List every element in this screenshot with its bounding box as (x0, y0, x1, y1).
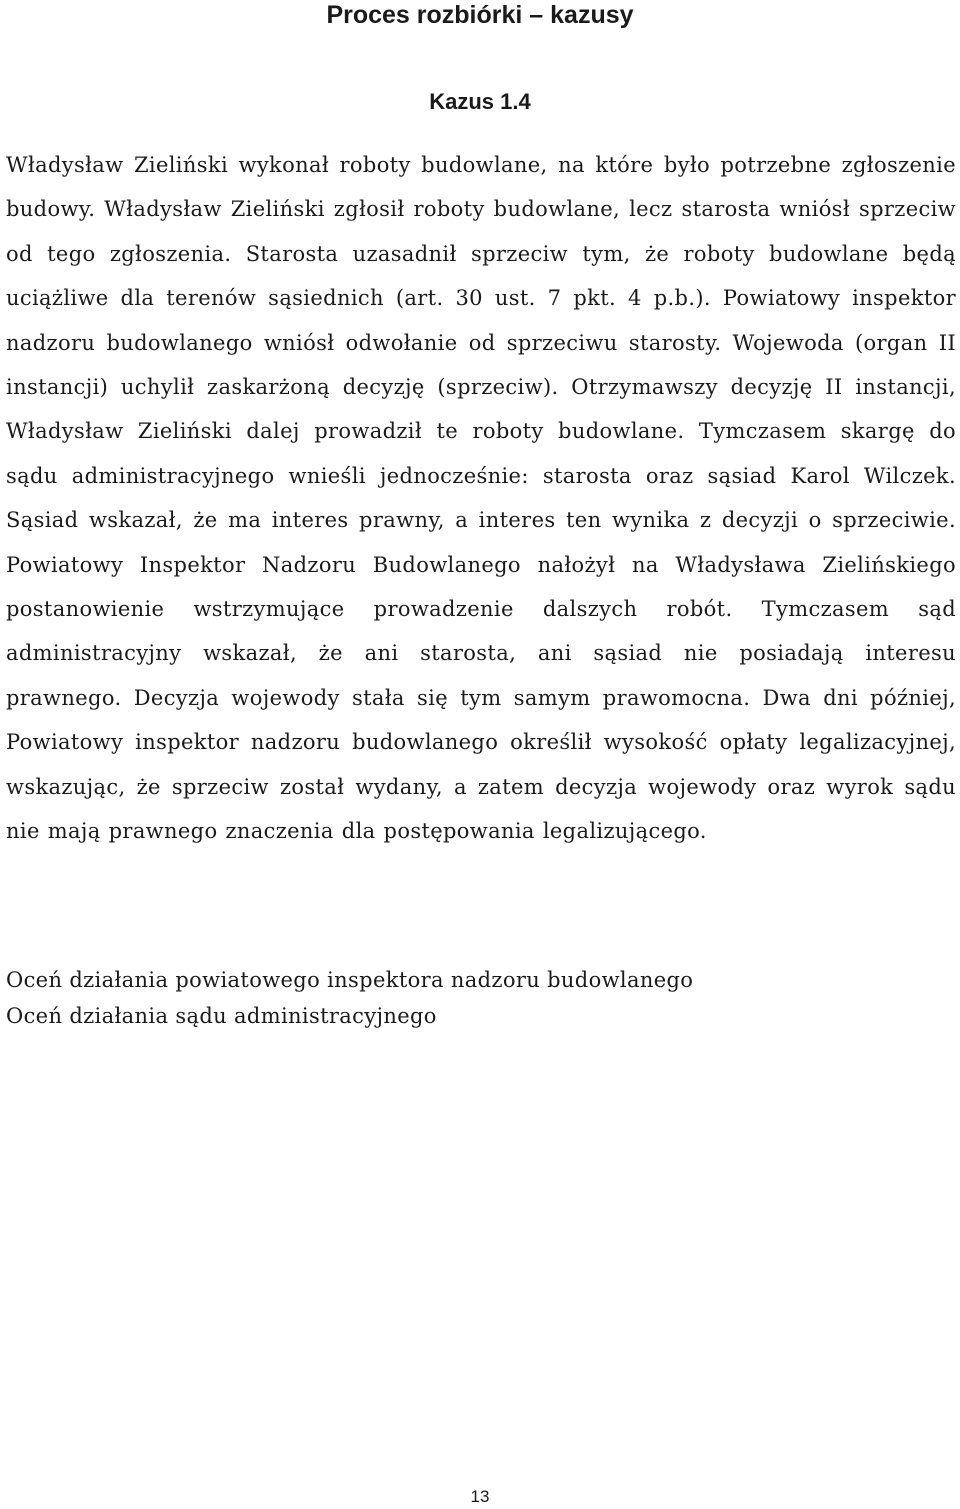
page-number: 13 (470, 1487, 490, 1506)
case-description-paragraph: Władysław Zieliński wykonał roboty budowlane, na które było potrzebne zgłoszenie budowy. Władysław Zieliński zgłosił roboty budowlane, lecz starosta wniósł sprzeciw od tego zgłoszenia. Starosta uzasadnił sprzeciw tym, że roboty budowlane będą uciążliwe dla terenów sąsiednich (art. 30 ust. 7 pkt. 4 p.b.). Powiatowy inspektor nadzoru budowlanego wniósł odwołanie od sprzeciwu starosty. Wojewoda (organ II instancji) uchylił zaskarżoną decyzję (sprzeciw). Otrzymawszy decyzję II instancji, Władysław Zieliński dalej prowadził te roboty budowlane. Tymczasem skargę do sądu administracyjnego wnieśli jednocześnie: starosta oraz sąsiad Karol Wilczek. Sąsiad wskazał, że ma interes prawny, a interes ten wynika z decyzji o sprzeciwie. Powiatowy Inspektor Nadzoru Budowlanego nałożył na Władysława Zielińskiego postanowienie wstrzymujące prowadzenie dalszych robót. Tymczasem sąd administracyjny wskazał, że ani starosta, ani sąsiad nie posiadają interesu prawnego. Decyzja wojewody stała się tym samym prawomocna. Dwa dni później, Powiatowy inspektor nadzoru budowlanego określił wysokość opłaty legalizacyjnej, wskazując, że sprzeciw został wydany, a zatem decyzja wojewody oraz wyrok sądu nie mają prawnego znaczenia dla postępowania legalizującego. (6, 153, 956, 844)
question-item: Oceń działania powiatowego inspektora nadzoru budowlanego (6, 968, 694, 992)
case-heading: Kazus 1.4 (429, 89, 531, 114)
questions-list (6, 962, 956, 1034)
question-item: Oceń działania sądu administracyjnego (6, 1004, 437, 1028)
page-title: Proces rozbiórki – kazusy (326, 1, 634, 29)
